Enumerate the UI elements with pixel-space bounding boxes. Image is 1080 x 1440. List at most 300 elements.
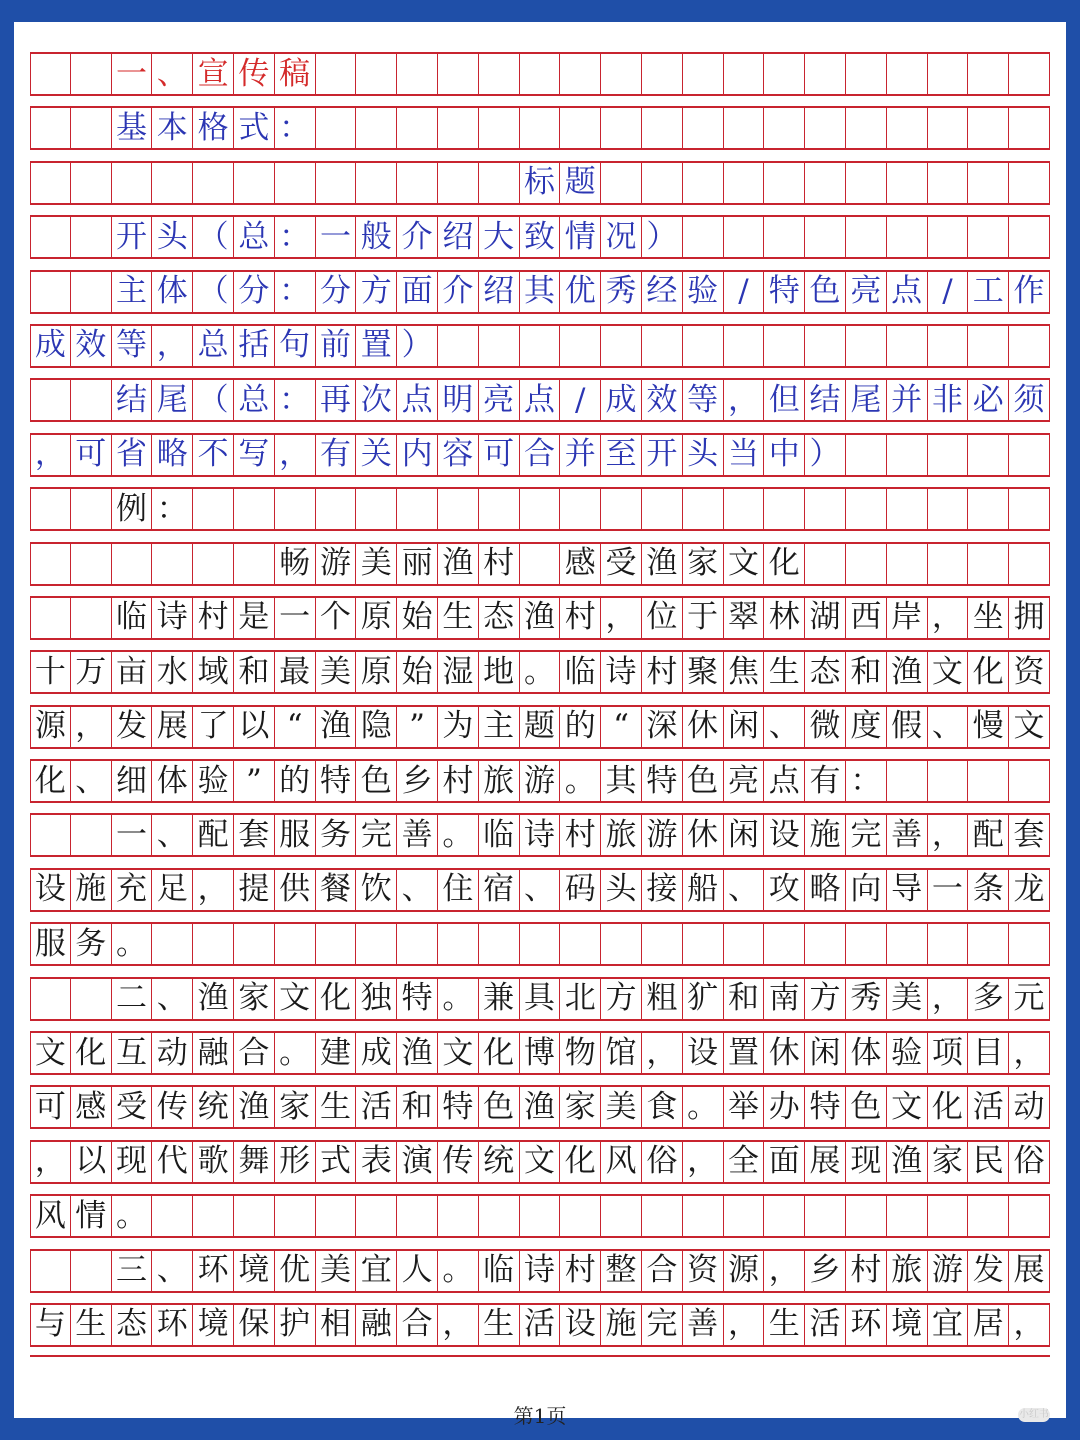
grid-cell	[887, 326, 928, 366]
grid-row	[30, 215, 1050, 269]
grid-cell	[683, 489, 724, 529]
grid-cell	[1009, 761, 1050, 801]
grid-cell	[112, 544, 153, 584]
grid-cell	[30, 217, 71, 257]
grid-cell: 生	[764, 1305, 805, 1345]
grid-cell: ”	[234, 761, 275, 801]
grid-cell: 特	[397, 979, 438, 1019]
grid-cell: 善	[397, 815, 438, 855]
grid-cell: 特	[642, 761, 683, 801]
grid-cell	[887, 761, 928, 801]
grid-cell	[520, 924, 561, 964]
grid-cell: 资	[1009, 652, 1050, 692]
grid-cell: 。	[438, 979, 479, 1019]
grid-cell: 代	[152, 1142, 193, 1182]
grid-cell	[71, 272, 112, 312]
grid-cell: 有	[805, 761, 846, 801]
grid-cell	[316, 54, 357, 94]
grid-cell	[316, 108, 357, 148]
grid-cell: 建	[316, 1033, 357, 1073]
grid-cell: 渔	[520, 1087, 561, 1127]
grid-cell	[316, 163, 357, 203]
grid-cell: 食	[642, 1087, 683, 1127]
grid-cell	[560, 326, 601, 366]
grid-cell	[724, 217, 765, 257]
grid-row	[30, 1085, 1050, 1139]
grid-cell: 渔	[642, 544, 683, 584]
grid-cell: 特	[805, 1087, 846, 1127]
grid-cell: 条	[968, 870, 1009, 910]
grid-cell: 其	[520, 272, 561, 312]
grid-cell: 验	[683, 272, 724, 312]
grid-cell: 活	[805, 1305, 846, 1345]
grid-cell	[560, 54, 601, 94]
grid-cell: 与	[30, 1305, 71, 1345]
grid-row	[30, 813, 1050, 867]
grid-cell: 饮	[356, 870, 397, 910]
grid-cell: 置	[724, 1033, 765, 1073]
grid-cell	[846, 217, 887, 257]
grid-cell: 元	[1009, 979, 1050, 1019]
grid-cell: 供	[275, 870, 316, 910]
grid-cell	[887, 108, 928, 148]
grid-cell: 总	[234, 380, 275, 420]
grid-cell: 二	[112, 979, 153, 1019]
grid-cell: 畅	[275, 544, 316, 584]
grid-cell	[642, 924, 683, 964]
grid-cell: 舞	[234, 1142, 275, 1182]
grid-cell: 全	[724, 1142, 765, 1182]
grid-cell	[397, 108, 438, 148]
grid-cell: 完	[356, 815, 397, 855]
grid-cell	[520, 1196, 561, 1236]
grid-cell	[764, 924, 805, 964]
grid-cell	[928, 761, 969, 801]
grid-cell: 独	[356, 979, 397, 1019]
grid-cell	[928, 924, 969, 964]
grid-cell: 境	[193, 1305, 234, 1345]
grid-cell: 态	[479, 598, 520, 638]
grid-cell: 水	[152, 652, 193, 692]
grid-cell	[764, 108, 805, 148]
grid-cell: 动	[152, 1033, 193, 1073]
grid-cell: 诗	[520, 1251, 561, 1291]
grid-cell: 工	[968, 272, 1009, 312]
grid-cell: 丽	[397, 544, 438, 584]
grid-row	[30, 378, 1050, 432]
grid-cell: 岸	[887, 598, 928, 638]
grid-cell: 村	[560, 598, 601, 638]
grid-cell: 诗	[152, 598, 193, 638]
grid-cell: 临	[479, 1251, 520, 1291]
grid-cell: 成	[30, 326, 71, 366]
grid-cell: 风	[601, 1142, 642, 1182]
grid-cell: 境	[887, 1305, 928, 1345]
grid-cell: /	[724, 272, 765, 312]
grid-cell: 的	[560, 707, 601, 747]
grid-cell	[112, 163, 153, 203]
grid-cell	[887, 217, 928, 257]
grid-cell: 。	[112, 924, 153, 964]
grid-cell: 当	[724, 435, 765, 475]
grid-cell: 至	[601, 435, 642, 475]
grid-cell: 旅	[601, 815, 642, 855]
grid-cell: 置	[356, 326, 397, 366]
grid-cell: ”	[397, 707, 438, 747]
grid-cell: 家	[234, 979, 275, 1019]
grid-cell: 临	[560, 652, 601, 692]
grid-cell	[887, 1196, 928, 1236]
grid-cell	[438, 163, 479, 203]
grid-row	[30, 52, 1050, 106]
grid-cell: 式	[316, 1142, 357, 1182]
grid-cell: 人	[397, 1251, 438, 1291]
grid-cell: 隐	[356, 707, 397, 747]
grid-cell	[887, 54, 928, 94]
grid-cell	[152, 1196, 193, 1236]
grid-cell	[805, 326, 846, 366]
grid-cell: 保	[234, 1305, 275, 1345]
grid-cell: 。	[438, 815, 479, 855]
grid-cell: 物	[560, 1033, 601, 1073]
grid-cell: 。	[560, 761, 601, 801]
grid-cell: 文	[275, 979, 316, 1019]
grid-cell	[642, 54, 683, 94]
grid-cell: 美	[887, 979, 928, 1019]
grid-cell: 化	[560, 1142, 601, 1182]
grid-cell	[356, 108, 397, 148]
grid-cell: 渔	[520, 598, 561, 638]
grid-cell: 格	[193, 108, 234, 148]
grid-cell: ）	[642, 217, 683, 257]
paper-sheet	[14, 22, 1066, 1428]
grid-cell	[683, 1196, 724, 1236]
grid-row	[30, 922, 1050, 976]
grid-cell	[520, 489, 561, 529]
grid-row	[30, 487, 1050, 541]
grid-cell: 善	[887, 815, 928, 855]
grid-cell	[397, 1196, 438, 1236]
grid-cell	[724, 489, 765, 529]
grid-cell: 情	[71, 1196, 112, 1236]
grid-cell: 慢	[968, 707, 1009, 747]
grid-cell	[846, 544, 887, 584]
grid-cell: 休	[764, 1033, 805, 1073]
grid-cell	[152, 163, 193, 203]
grid-cell: 万	[71, 652, 112, 692]
grid-cell: 受	[601, 544, 642, 584]
grid-cell	[928, 108, 969, 148]
grid-cell	[71, 1251, 112, 1291]
grid-cell: 宜	[928, 1305, 969, 1345]
grid-cell: 优	[275, 1251, 316, 1291]
grid-cell: 结	[112, 380, 153, 420]
grid-cell: ，	[764, 1251, 805, 1291]
grid-cell	[805, 924, 846, 964]
grid-cell: 坐	[968, 598, 1009, 638]
grid-cell: 开	[112, 217, 153, 257]
grid-cell: 村	[560, 815, 601, 855]
grid-cell: 船	[683, 870, 724, 910]
grid-cell: 验	[193, 761, 234, 801]
grid-cell	[601, 163, 642, 203]
grid-cell: 题	[520, 707, 561, 747]
grid-cell: 色	[846, 1087, 887, 1127]
grid-cell: 完	[642, 1305, 683, 1345]
grid-cell: 源	[30, 707, 71, 747]
grid-cell: 始	[397, 652, 438, 692]
grid-cell: 村	[560, 1251, 601, 1291]
grid-cell: 亮	[479, 380, 520, 420]
grid-cell: 致	[520, 217, 561, 257]
grid-cell: 文	[724, 544, 765, 584]
grid-cell	[968, 924, 1009, 964]
grid-cell: 统	[479, 1142, 520, 1182]
grid-cell	[30, 380, 71, 420]
grid-cell	[683, 108, 724, 148]
grid-cell: 方	[601, 979, 642, 1019]
grid-cell: 文	[928, 652, 969, 692]
grid-cell: ，	[152, 326, 193, 366]
grid-row	[30, 596, 1050, 650]
grid-cell	[234, 489, 275, 529]
grid-cell: 美	[316, 1251, 357, 1291]
grid-cell: 感	[71, 1087, 112, 1127]
grid-cell: 风	[30, 1196, 71, 1236]
grid-cell: 闲	[724, 707, 765, 747]
grid-cell	[846, 326, 887, 366]
grid-cell: 足	[152, 870, 193, 910]
grid-cell	[234, 163, 275, 203]
grid-cell: 住	[438, 870, 479, 910]
grid-cell: ，	[928, 598, 969, 638]
grid-cell	[805, 108, 846, 148]
grid-cell: 焦	[724, 652, 765, 692]
grid-cell: 化	[479, 1033, 520, 1073]
grid-cell: 题	[560, 163, 601, 203]
grid-cell	[71, 544, 112, 584]
grid-cell: 介	[397, 217, 438, 257]
grid-cell: 美	[356, 544, 397, 584]
grid-cell: 务	[316, 815, 357, 855]
grid-cell	[846, 163, 887, 203]
grid-cell: 。	[438, 1251, 479, 1291]
grid-cell: 家	[275, 1087, 316, 1127]
grid-cell: 总	[193, 326, 234, 366]
grid-row	[30, 1249, 1050, 1303]
grid-cell	[30, 1251, 71, 1291]
grid-cell: 文	[520, 1142, 561, 1182]
grid-cell: 传	[234, 54, 275, 94]
grid-cell	[928, 544, 969, 584]
grid-cell	[30, 815, 71, 855]
grid-cell	[520, 54, 561, 94]
grid-cell	[968, 54, 1009, 94]
grid-cell: 容	[438, 435, 479, 475]
grid-cell: 村	[193, 598, 234, 638]
grid-cell	[601, 108, 642, 148]
grid-cell	[887, 924, 928, 964]
grid-cell: 体	[846, 1033, 887, 1073]
grid-cell: 临	[112, 598, 153, 638]
grid-cell: 生	[316, 1087, 357, 1127]
grid-cell: 关	[356, 435, 397, 475]
grid-cell	[601, 489, 642, 529]
grid-cell: ：	[846, 761, 887, 801]
grid-cell: 资	[683, 1251, 724, 1291]
grid-cell: 南	[764, 979, 805, 1019]
grid-cell: 发	[112, 707, 153, 747]
grid-cell	[724, 326, 765, 366]
grid-cell: 明	[438, 380, 479, 420]
grid-cell: 色	[356, 761, 397, 801]
grid-cell	[356, 54, 397, 94]
grid-cell: 、	[152, 979, 193, 1019]
grid-cell: ，	[30, 1142, 71, 1182]
grid-row	[30, 106, 1050, 160]
grid-cell: 亮	[724, 761, 765, 801]
grid-cell	[683, 163, 724, 203]
grid-cell: 。	[112, 1196, 153, 1236]
grid-cell	[724, 54, 765, 94]
grid-cell	[968, 1196, 1009, 1236]
grid-cell	[560, 489, 601, 529]
grid-cell: 绍	[479, 272, 520, 312]
grid-cell: 设	[30, 870, 71, 910]
grid-cell: 合	[642, 1251, 683, 1291]
grid-cell	[30, 544, 71, 584]
grid-cell: 化	[928, 1087, 969, 1127]
grid-cell: 点	[520, 380, 561, 420]
grid-cell: 西	[846, 598, 887, 638]
grid-cell: 位	[642, 598, 683, 638]
grid-cell: 本	[152, 108, 193, 148]
grid-cell: 家	[560, 1087, 601, 1127]
grid-cell	[479, 1196, 520, 1236]
grid-cell	[356, 1196, 397, 1236]
grid-cell: 码	[560, 870, 601, 910]
grid-cell: ，	[724, 1305, 765, 1345]
grid-cell: 地	[479, 652, 520, 692]
grid-cell: 旅	[479, 761, 520, 801]
grid-cell: 设	[764, 815, 805, 855]
grid-cell: 效	[71, 326, 112, 366]
grid-cell: 域	[193, 652, 234, 692]
grid-cell	[234, 1196, 275, 1236]
grid-cell	[928, 1196, 969, 1236]
grid-cell: 融	[356, 1305, 397, 1345]
grid-cell: 并	[887, 380, 928, 420]
grid-cell: 最	[275, 652, 316, 692]
grid-cell: 体	[152, 761, 193, 801]
grid-cell: 渔	[438, 544, 479, 584]
grid-cell	[234, 544, 275, 584]
grid-cell: 化	[316, 979, 357, 1019]
grid-cell: 博	[520, 1033, 561, 1073]
grid-cell	[520, 108, 561, 148]
grid-cell: 标	[520, 163, 561, 203]
grid-cell	[683, 217, 724, 257]
grid-cell: 融	[193, 1033, 234, 1073]
grid-cell: 但	[764, 380, 805, 420]
grid-cell: （	[193, 217, 234, 257]
grid-cell	[805, 1196, 846, 1236]
grid-cell	[152, 924, 193, 964]
grid-cell: 渔	[397, 1033, 438, 1073]
grid-cell: 一	[928, 870, 969, 910]
grid-cell: 有	[316, 435, 357, 475]
grid-cell	[479, 163, 520, 203]
grid-cell: 度	[846, 707, 887, 747]
grid-cell: 兼	[479, 979, 520, 1019]
grid-cell	[71, 598, 112, 638]
grid-cell	[438, 924, 479, 964]
grid-cell: 一	[112, 54, 153, 94]
grid-cell: 微	[805, 707, 846, 747]
grid-cell	[438, 489, 479, 529]
grid-cell: 村	[642, 652, 683, 692]
grid-cell: 介	[438, 272, 479, 312]
grid-cell: 临	[479, 815, 520, 855]
grid-cell: 写	[234, 435, 275, 475]
grid-cell: 点	[397, 380, 438, 420]
grid-cell	[193, 924, 234, 964]
grid-cell: 的	[275, 761, 316, 801]
grid-cell: ，	[601, 598, 642, 638]
grid-cell	[30, 108, 71, 148]
grid-cell: 。	[683, 1087, 724, 1127]
grid-cell	[71, 163, 112, 203]
grid-cell: 俗	[1009, 1142, 1050, 1182]
grid-cell: 化	[30, 761, 71, 801]
grid-cell: 绍	[438, 217, 479, 257]
grid-cell	[642, 489, 683, 529]
grid-cell: 头	[152, 217, 193, 257]
grid-cell: 尾	[152, 380, 193, 420]
grid-cell	[275, 924, 316, 964]
grid-cell: 歌	[193, 1142, 234, 1182]
grid-cell: 形	[275, 1142, 316, 1182]
grid-row	[30, 1194, 1050, 1248]
grid-cell: 十	[30, 652, 71, 692]
grid-cell	[479, 489, 520, 529]
grid-cell: 活	[356, 1087, 397, 1127]
grid-cell	[724, 1196, 765, 1236]
grid-cell: 北	[560, 979, 601, 1019]
grid-row	[30, 542, 1050, 596]
grid-row	[30, 759, 1050, 813]
grid-cell: 施	[71, 870, 112, 910]
grid-cell: 举	[724, 1087, 765, 1127]
grid-cell	[397, 54, 438, 94]
grid-cell: 演	[397, 1142, 438, 1182]
grid-cell: 不	[193, 435, 234, 475]
grid-cell: 面	[397, 272, 438, 312]
grid-cell	[764, 1196, 805, 1236]
grid-cell: 一	[316, 217, 357, 257]
grid-cell: 现	[112, 1142, 153, 1182]
grid-cell	[479, 108, 520, 148]
grid-cell: 、	[764, 707, 805, 747]
grid-cell: 闲	[805, 1033, 846, 1073]
grid-cell	[601, 924, 642, 964]
grid-cell: 诗	[601, 652, 642, 692]
grid-cell	[928, 54, 969, 94]
grid-cell: ：	[275, 217, 316, 257]
grid-cell: 分	[234, 272, 275, 312]
grid-cell	[601, 1196, 642, 1236]
grid-cell: 活	[520, 1305, 561, 1345]
